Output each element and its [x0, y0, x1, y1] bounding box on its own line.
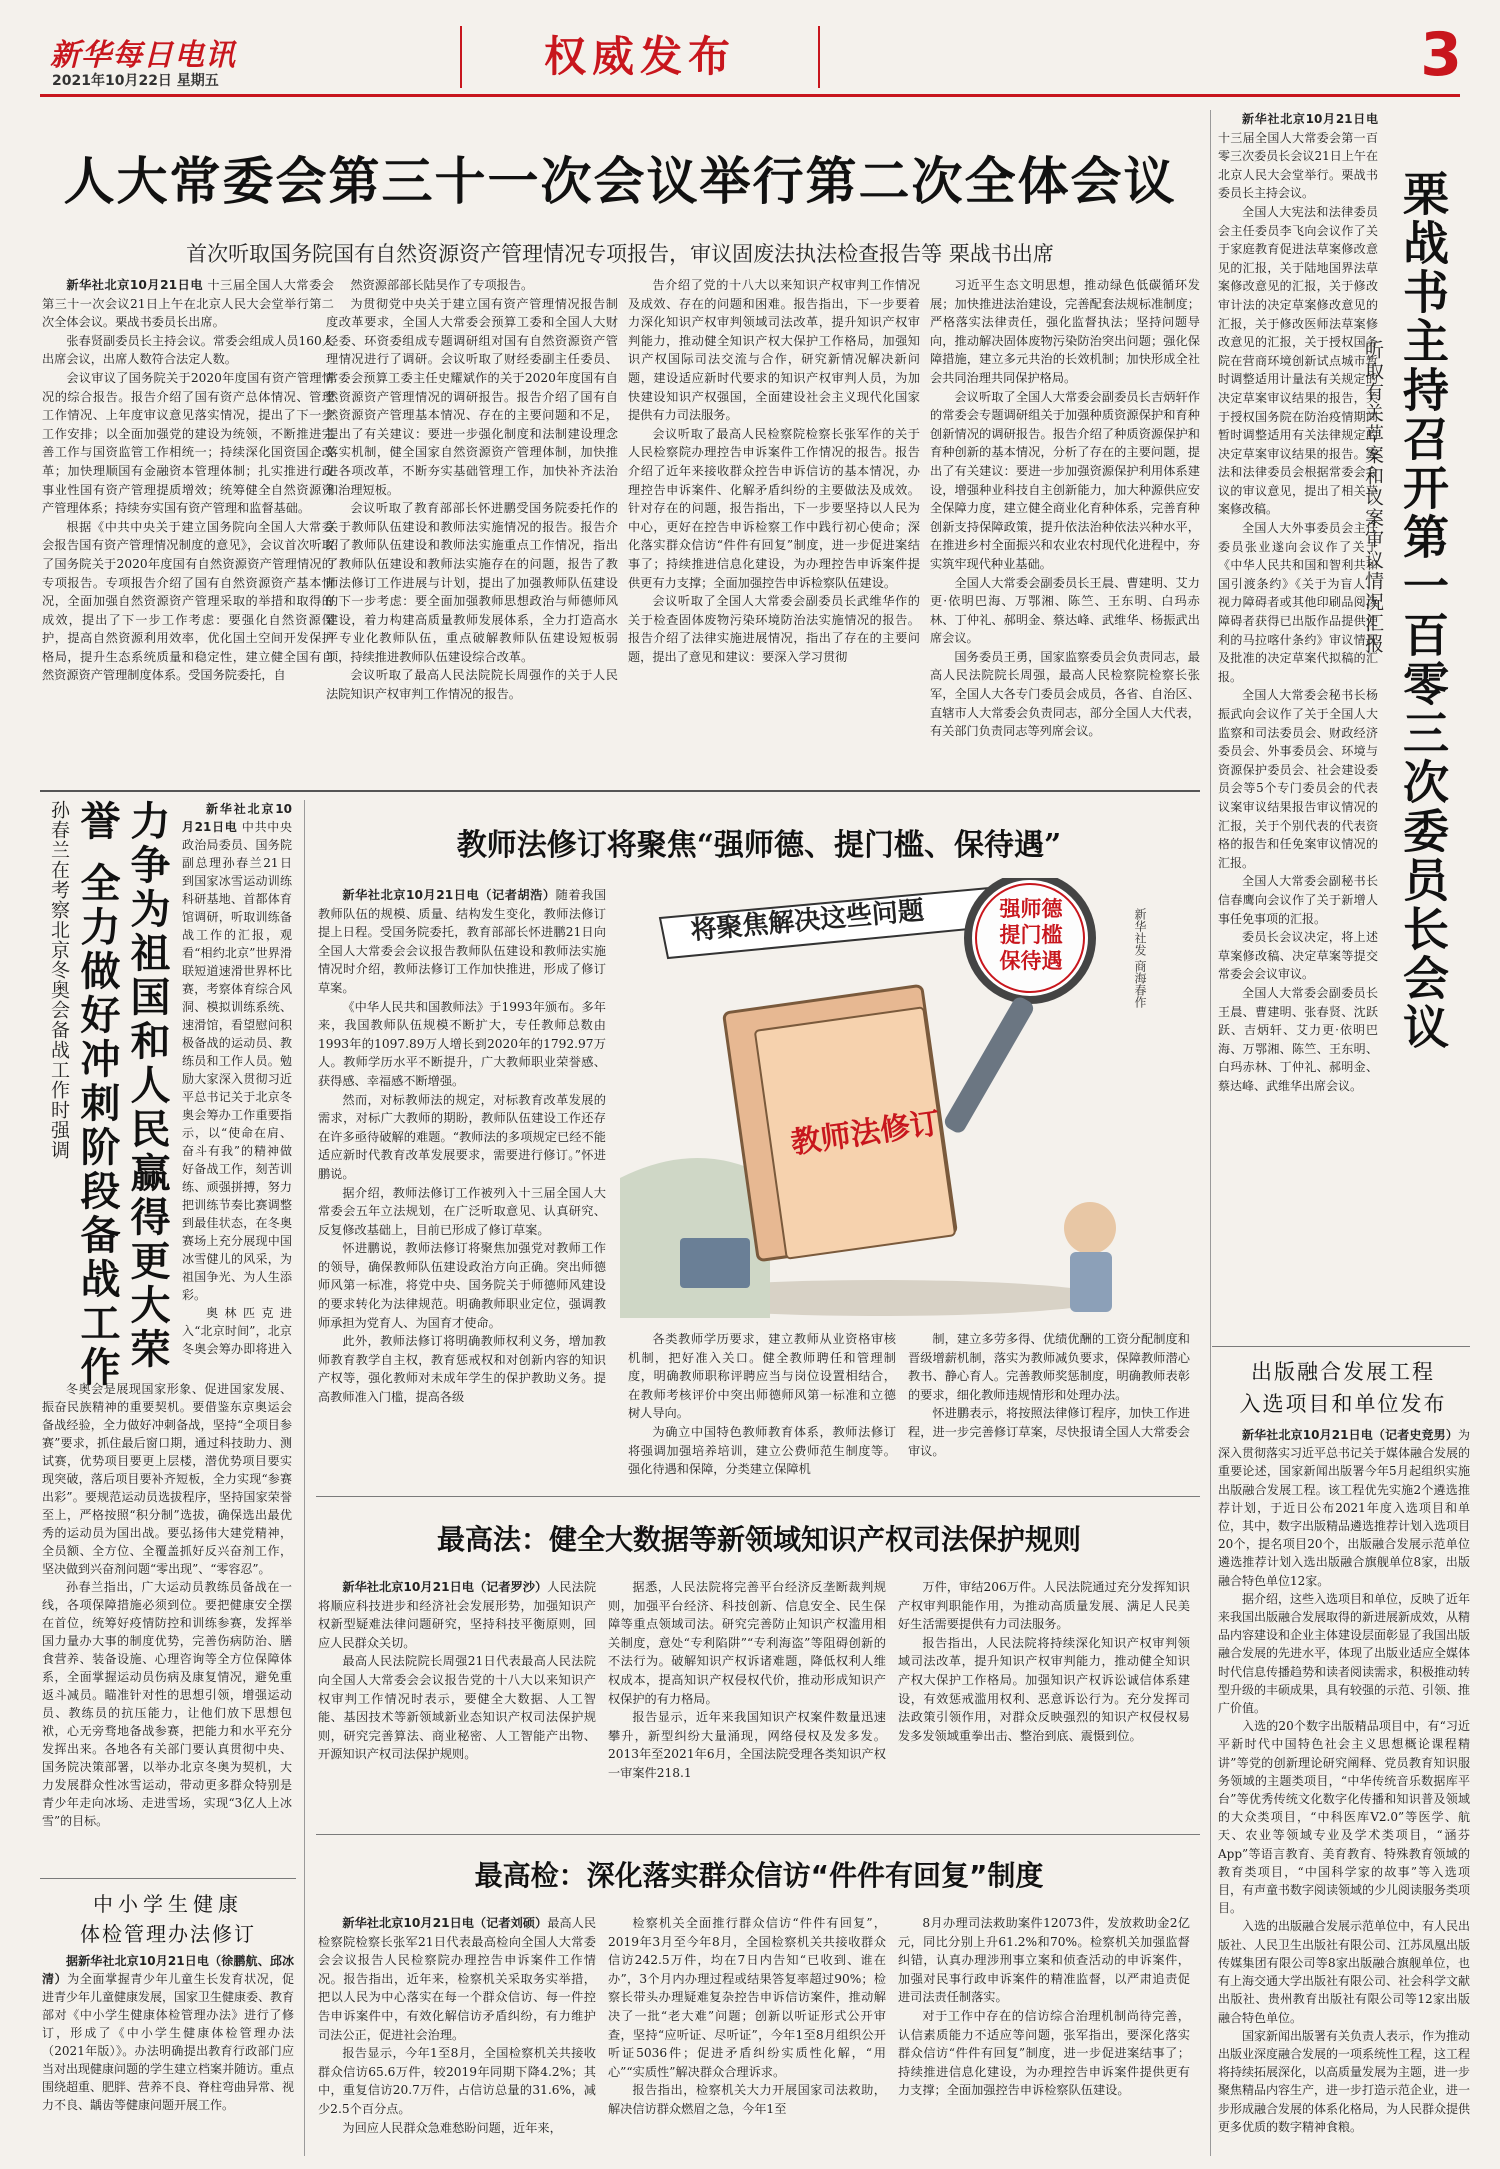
paragraph: 新华社北京10月21日电 十三届全国人大常委会第一百零三次委员长会议21日上午在北京人民大会堂举行。栗战书委员长主持会议。 — [1218, 112, 1378, 201]
lead-headline: 人大常委会第三十一次会议举行第二次全体会议 — [63, 152, 1177, 212]
teacher-headline: 教师法修订将聚焦“强师德、提门槛、保待遇” — [456, 828, 1062, 863]
paragraph: 报告指出，检察机关大力开展国家司法救助，解决信访群众燃眉之急，今年1至 — [608, 2083, 886, 2116]
dateline: 新华社北京10月21日电（记者史竞男） — [1242, 1428, 1458, 1442]
divider — [40, 790, 1200, 792]
paragraph: 新华社北京10月21日电（记者罗沙）人民法院将顺应科技进步和经济社会发展形势，加强知识产权新型疑难法律问题研究，坚持科技平衡原则，回应人民群众关切。 — [318, 1580, 596, 1650]
paragraph: 报告显示，今年1至8月，全国检察机关共接收群众信访65.6万件，较2019年同期下降4.2%；其中，重复信访20.7万件，占信访总量的31.6%，减少2.5个百分点。 — [318, 2046, 596, 2116]
paragraph: 据悉，人民法院将完善平台经济反垄断裁判规则，加强平台经济、科技创新、信息安全、民生保障等重点领域司法。研究完善防止知识产权滥用相关制度，意处“专利陷阱”“专利海盗”等阻碍创新的不法行为。破解知识产权诉诸难题，降低权利人维权成本，提高知识产权侵权代价，推动形成知识产权保护的有力格局。 — [608, 1580, 886, 1706]
lead-column-2 — [326, 276, 618, 776]
paragraph: 孙春兰指出，广大运动员教练员备战在一线，各项保障措施必须到位。要把健康安全摆在首位，统筹好疫情防控和训练参赛，发挥举国力量办大事的制度优势，完善伤病防治、膳食营养、装备设施、心理咨询等全方位保障体系，全面掌握运动员伤病及康复情况，避免重返斗减员。瞄准针对性的思想引领，增强运动员、教练员的抗压能力，让他们放下思想包袱，心无旁骛地备战参赛，把能力和水平充分发挥出来。各地各有关部门要认真贯彻中央、国务院决策部署，以举办北京冬奥为契机，大力发展群众性冰雪运动，带动更多群众特别是青少年走向冰场、走进雪场，实现“3亿人上冰雪”的目标。 — [42, 1580, 292, 1828]
paragraph: 奥林匹克进入“北京时间”，北京冬奥会筹办即将进入 — [182, 1306, 292, 1356]
health-headline-1: 中小学生健康 — [93, 1892, 243, 1916]
paragraph: 全国人大常委会副委员长王晨、曹建明、艾力更·依明巴海、万鄂湘、陈竺、王东明、白玛赤林、丁仲礼、郝明金、蔡达峰、武维华、杨振武出席会议。 — [930, 575, 1200, 646]
paragraph: 习近平生态文明思想，推动绿色低碳循环发展；加快推进法治建设，完善配套法规标准制度；严格落实法律责任，强化监督执法；坚持问题导向，推动解决固体废物污染防治突出问题；强化保障措施，建立多元共治的长效机制；加快形成全社会共同治理共同保护格局。 — [930, 278, 1200, 385]
lead-column-4 — [930, 276, 1200, 776]
paragraph: 万件，审结206万件。人民法院通过充分发挥知识产权审判职能作用，为推动高质量发展、满足人民美好生活需要提供有力司法服务。 — [898, 1580, 1190, 1632]
section-banner — [460, 26, 820, 88]
teacher-column-1 — [318, 886, 606, 1482]
illustration-magnifier-text: 强师德 提门槛 保待遇 — [999, 896, 1063, 973]
divider — [40, 1878, 296, 1879]
paragraph: 国务委员王勇，国家监察委员会负责同志，最高人民法院院长周强，最高人民检察院检察长张军，全国人大各专门委员会成员，各省、自治区、直辖市人大常委会负责同志，部分全国人大代表，有关部门负责同志等列席会议。 — [930, 649, 1200, 739]
paragraph: 全国人大常委会副秘书长信春鹰向会议作了关于新增人事任免事项的汇报。 — [1218, 874, 1378, 926]
paragraph: 为回应人民群众急难愁盼问题，近年来， — [342, 2120, 562, 2135]
teacher-illustration — [620, 878, 1160, 1318]
lead-subheadline: 首次听取国务院国有自然资源资产管理情况专项报告，审议固废法执法检查报告等 栗战书出席 — [186, 242, 1054, 266]
paragraph: 会议审议了国务院关于2020年度国有资产管理情况的综合报告。报告介绍了国有资产总体情况、管理工作情况、上年度审议意见落实情况，提出了下一步工作安排；以全面加强党的建设为统领，不断推进完善工作与国资监管工作相统一；持续深化国资国企改革；加快理顺国有金融资本管理体制；扎实推进行政事业性国有资产管理提质增效；统筹健全自然资源资产管理体系；持续夯实国有资产管理和监督基础。 — [42, 370, 334, 516]
paragraph: 冬奥会是展现国家形象、促进国家发展、振奋民族精神的重要契机。要借鉴东京奥运会备战经验，全力做好冲刺备战，坚持“全项目参赛”要求，抓住最后窗口期，通过科技助力、测试赛，优势项目要更上层楼，潜优势项目要实现突破，落后项目要补齐短板，全力实现“参赛出彩”。要规范运动员选拔程序，坚持国家荣誉至上，严格按照“积分制”选拔，确保选出最优秀的运动员为国出战。要弘扬伟大建党精神，全员额、全方位、全覆盖抓好反兴奋剂工作，坚决做到兴奋剂问题“零出现”、“零容忍”。 — [42, 1382, 292, 1576]
section-title: 权威发布 — [543, 32, 736, 81]
paragraph: 会议听取了最高人民检察院检察长张军作的关于人民检察院办理控告申诉案件工作情况的报告。报告介绍了近年来接收群众控告申诉信访的基本情况，办理控告申诉案件、化解矛盾纠纷的主要做法及成效。针对存在的问题，报告指出，下一步要坚持以人民为中心，更好在控告申诉检察工作中践行初心使命；深化落实群众信访“件件有回复”制度，进一步促进案结事了；持续推进信息化建设，为办理控告申诉案件提供更有力支撑；全面加强控告申诉检察队伍建设。 — [628, 426, 920, 590]
publishing-headline-1: 出版融合发展工程 — [1251, 1360, 1435, 1384]
paragraph: 国家新闻出版署有关负责人表示，作为推动出版业深度融合发展的一项系统性工程，这工程将持续拓展深化，以高质量发展为主题，进一步聚焦精品内容生产，进一步打造示范企业，进一步形成融合发展的体系化格局，为人民群众提供更多优质的数字精神食粮。 — [1218, 2028, 1470, 2134]
procuratorate-column-3 — [898, 1914, 1190, 2154]
paragraph: 怀进鹏表示，将按照法律修订程序，加快工作进程，进一步完善修订草案，尽快报请全国人大常委会审议。 — [908, 1406, 1190, 1458]
sun-column-b — [42, 1380, 292, 1868]
procuratorate-headline: 最高检：深化落实群众信访“件件有回复”制度 — [474, 1859, 1044, 1892]
paragraph: 会议听取了最高人民法院院长周强作的关于人民法院知识产权审判工作情况的报告。 — [326, 668, 618, 702]
illustration-banner: 将聚焦解决这些问题 — [689, 895, 926, 947]
procuratorate-column-2 — [608, 1914, 886, 2154]
paragraph: 根据《中共中央关于建立国务院向全国人大常委会报告国有资产管理情况制度的意见》，会议首次听取了国务院关于2020年度国有自然资源资产管理情况的专项报告。专项报告介绍了国有自然资源资产基本情况，全面加强自然资源资产管理采取的举措和取得的成效，提出了下一步工作考虑：要强化自然资源保护，提高自然资源利用效率，优化国土空间开发保护格局，提升生态系统质量和稳定性，建立健全国有自然资源资产管理制度体系。受国务院委托，自 — [42, 519, 334, 683]
paragraph: 检察机关全面推行群众信访“件件有回复”，2019年3月至今年8月，全国检察机关共接收群众信访242.5万件，均在7日内告知“已收到、谁在办”，3个月内办理过程或结果答复率超过90%；检察长带头办理疑难复杂控告申诉信访案件，推动解决了一批“老大难”问题；创新以听证形式公开审查，坚持“应听证、尽听证”，今年1至8月组织公开听证5036件；促进矛盾纠纷实质性化解，“用心”“实质性”解决群众合理诉求。 — [608, 1916, 886, 2079]
paragraph: 全国人大常委会秘书长杨振武向会议作了关于全国人大监察和司法委员会、财政经济委员会、外事委员会、环境与资源保护委员会、社会建设委员会等5个专门委员会的代表议案审议结果报告审议情况的汇报，关于个别代表的代表资格的报告和任免案审议情况的汇报。 — [1218, 688, 1378, 870]
paragraph: 新华社北京10月21日电（记者刘硕）最高人民检察院检察长张军21日代表最高检向全国人大常委会会议报告人民检察院办理控告申诉案件工作情况。报告指出，近年来，检察机关采取务实举措，把以人民为中心落实在每一个群众信访、每一件控告申诉案件中，有效化解信访矛盾纠纷，有力维护司法公正，促进社会治理。 — [318, 1916, 596, 2042]
illustration-book-title: 教师法修订 — [788, 1105, 943, 1162]
paragraph: 此外，教师法修订将明确教师权利义务，增加教师教育教学自主权，教育惩戒权和对创新内容的知识产权等，强化教师对未成年学生的保护教助义务。提高教师准入门槛，提高各级 — [318, 1334, 606, 1405]
teacher-column-3 — [908, 1330, 1190, 1480]
paragraph: 各类教师学历要求，建立教师从业资格审核机制，把好准入关口。健全教师聘任和管理制度，明确教师职称评聘应当与岗位设置相结合，在教师考核评价中突出师德师风第一标准和立德树人导向。 — [628, 1332, 896, 1421]
paragraph: 新华社北京10月21日电（记者史竞男）为深入贯彻落实习近平总书记关于媒体融合发展的重要论述，国家新闻出版署今年5月起组织实施出版融合发展工程。该工程优先实施2个遴选推荐计划，于近日公布2021年度入选项目和单位，其中，数字出版精品遴选推荐计划入选项目20个，提名项目20个，出版融合发展示范单位遴选推荐计划入选出版融合旗舰单位8家，出版融合特色单位12家。 — [1218, 1428, 1470, 1588]
paragraph: 然资源部部长陆昊作了专项报告。 — [350, 278, 534, 292]
paragraph: 对于工作中存在的信访综合治理机制尚待完善，认信素质能力不适应等问题，张军指出，要深化落实群众信访“件件有回复”制度，进一步促进案结事了；持续推进信息化建设，为办理控告申诉案件提供更有力支撑；全面加强控告申诉检察队伍建设。 — [898, 2008, 1190, 2098]
procuratorate-column-1 — [318, 1914, 596, 2154]
paragraph: 会议听取了全国人大常委会副委员长武维华作的关于检查固体废物污染环境防治法实施情况的报告。报告介绍了法律实施进展情况，指出了存在的主要问题，提出了意见和建议：要深入学习贯彻 — [628, 594, 920, 664]
divider — [316, 1496, 1200, 1497]
sun-vertical-subheadline: 孙春兰在考察北京冬奥会备战工作时强调 — [48, 800, 70, 1160]
paragraph: 全国人大常委会副委员长王晨、曹建明、张春贤、沈跃跃、吉炳轩、艾力更·依明巴海、万鄂湘、陈竺、王东明、白玛赤林、丁仲礼、郝明金、蔡达峰、武维华出席会议。 — [1218, 985, 1378, 1093]
court-headline: 最高法：健全大数据等新领域知识产权司法保护规则 — [436, 1523, 1081, 1556]
illustration-credit: 新华社发 商海春作 — [1133, 908, 1147, 1008]
paragraph: 会议听取了全国人大常委会副委员长吉炳轩作的常委会专题调研组关于加强种质资源保护和育种创新情况的调研报告。报告介绍了种质资源保护和育种创新的基本情况，分析了存在的主要问题，提出了有关建议：要进一步加强资源保护利用体系建设，增强种业科技自主创新能力，加大种源供应安全保障力度，建立健全商业化育种体系，完善育种创新支持保障政策，提升依法治种依法兴种水平，在推进乡村全面振兴和农业农村现代化进程中，夯实筑牢现代种业基础。 — [930, 389, 1200, 571]
health-headline-2: 体检管理办法修订 — [80, 1922, 256, 1946]
paragraph: 报告显示，近年来我国知识产权案件数量迅速攀升，新型纠纷大量涌现，网络侵权及发多发。2013年至2021年6月，全国法院受理各类知识产权一审案件218.1 — [608, 1710, 886, 1780]
paragraph: 8月办理司法救助案件12073件，发放救助金2亿元，同比分别上升61.2%和70%。检察机关加强监督纠错，认真办理涉刑事立案和侦查活动的申诉案件，加强对民事行政申诉案件的精准监督，以严肃追责促进司法责任制落实。 — [898, 1916, 1190, 2005]
sun-headline: 力争为祖国和人民赢得更大荣誉 全力做好冲刺阶段备战工作 — [74, 800, 171, 1390]
teacher-column-2 — [628, 1330, 896, 1480]
paragraph: 然而，对标教师法的规定，对标教育改革发展的需求，对标广大教师的期盼，教师队伍建设工作还存在许多亟待破解的难题。“教师法的多项规定已经不能适应新时代教育改革发展要求，需要进行修订。”怀进鹏说。 — [318, 1092, 606, 1181]
masthead — [40, 20, 1472, 98]
paragraph: 张春贤副委员长主持会议。常委会组成人员160人出席会议，出席人数符合法定人数。 — [42, 333, 334, 367]
paragraph: 报告指出，人民法院将持续深化知识产权审判领域司法改革，提升知识产权审判能力，推动健全知识产权大保护工作格局。加强知识产权诉讼诚信体系建设，有效惩戒滥用权利、恶意诉讼行为。充分发挥司法政策引领作用，对群众反映强烈的知识产权侵权易发多发领域重拳出击、整治到底、震慑到位。 — [898, 1635, 1190, 1743]
court-column-1 — [318, 1578, 596, 1818]
divider — [1210, 110, 1211, 1350]
newspaper-logo: 新华每日电讯 — [50, 38, 236, 73]
paragraph: 据新华社北京10月21日电（徐鹏航、邱冰清）为全面掌握青少年儿童生长发育状况，促进青少年儿童健康发展，国家卫生健康委、教育部对《中小学生健康体检管理办法》进行了修订，形成了《中小学生健康体检管理办法（2021年版）》。办法明确提出教育行政部门应当对出现健康问题的学生建立档案并随访。重点围绕超重、肥胖、营养不良、脊柱弯曲异常、视力不良、龋齿等健康问题开展工作。 — [42, 1954, 294, 2112]
dateline: 新华社北京10月21日电 — [66, 278, 204, 292]
paragraph: 新华社北京10月21日电 十三届全国人大常委会第三十一次会议21日上午在北京人民大会堂举行第二次全体会议。栗战书委员长出席。 — [42, 278, 334, 330]
lead-column-3 — [628, 276, 920, 776]
paragraph: 新华社北京10月21日电（记者胡浩）随着我国教师队伍的规模、质量、结构发生变化，教师法修订提上日程。受国务院委托，教育部部长怀进鹏21日向全国人大常委会会议报告教师队伍建设和教师法实施情况时介绍，教师法修订工作加快推进，形成了修订草案。 — [318, 888, 606, 995]
dateline: 新华社北京10月21日电（记者刘硕） — [342, 1916, 548, 1930]
paragraph: 最高人民法院院长周强21日代表最高人民法院向全国人大常委会会议报告党的十八大以来知识产权审判工作情况时表示，要健全大数据、人工智能、基因技术等新领域新业态知识产权司法保护规则，研究完善算法、商业秘密、人工智能产出物、开源知识产权司法保护规则。 — [318, 1654, 596, 1762]
health-text — [42, 1952, 294, 2152]
publishing-headline-2: 入选项目和单位发布 — [1239, 1392, 1447, 1416]
right-headline: 栗战书主持召开第一百零三次委员长会议 — [1396, 170, 1450, 1052]
paragraph: 为贯彻党中央关于建立国有资产管理情况报告制度改革要求，全国人大常委会预算工委和全国人大财经委、环资委组成专题调研组对国有自然资源资产管理情况进行了调研。会议听取了财经委副主任委员、常委会预算工委主任史耀斌作的关于2020年度国有自然资源资产管理情况的调研报告。报告介绍了国有自然资源资产管理基本情况、存在的主要问题和不足，提出了有关建议：要进一步强化制度和法制建设理念落实机制，健全国家自然资源资产管理体制，加快推进各项改革，不断夯实基础管理工作，加快补齐法治和治理短板。 — [326, 296, 618, 497]
divider — [316, 1834, 1200, 1835]
paragraph: 入选的20个数字出版精品项目中，有“习近平新时代中国特色社会主义思想概论课程精讲”等党的创新理论研究阐释、党员教育知识服务领域的主题类项目，“中华传统音乐数据库平台”等优秀传统文化数字化传播和知识普及领域的大众类项目，“中科医库V2.0”等医学、航天、农业等领域专业及学术类项目，“涵芬App”等语言教育、美育教育、特殊教育领域的教育类项目，“中国科学家的故事”等入选项目，有声童书数字阅读领域的少儿阅读服务类项目。 — [1218, 1719, 1470, 1916]
paragraph: 新华社北京10月21日电 中共中央政治局委员、国务院副总理孙春兰21日到国家冰雪运动训练科研基地、首都体育馆调研，听取训练备战工作的汇报，观看“相约北京”世界滑联短道速滑世界杯比赛，考察体育综合风洞、模拟训练系统、速滑馆，看望慰问积极备战的运动员、教练员和工作人员。勉励大家深入贯彻习近平总书记关于北京冬奥会筹办工作重要指示，以“使命在肩、奋斗有我”的精神做好备战工作，刻苦训练、顽强拼搏，努力把训练节奏比赛调整到最佳状态，在冬奥赛场上充分展现中国冰雪健儿的风采，为祖国争光、为人生添彩。 — [182, 802, 292, 1302]
paragraph: 怀进鹏说，教师法修订将聚焦加强党对教师工作的领导，确保教师队伍建设政治方向正确。突出师德师风第一标准，将党中央、国务院关于师德师风建设的要求转化为法律规范。明确教师职业定位，强调教师承担为党育人、为国育才使命。 — [318, 1241, 606, 1330]
paragraph: 据介绍，教师法修订工作被列入十三届全国人大常委会五年立法规划，在广泛听取意见、认真研究、反复修改基础上，目前已形成了修订草案。 — [318, 1185, 606, 1237]
paragraph: 委员长会议决定，将上述草案修改稿、决定草案等提交常委会会议审议。 — [1218, 930, 1378, 982]
paragraph: 制，建立多劳多得、优绩优酬的工资分配制度和晋级增薪机制，落实为教师减负要求，保障教师潜心教书、静心育人。完善教师奖惩制度，明确教师表彰的要求，细化教师违规情形和处理办法。 — [908, 1332, 1190, 1402]
paragraph: 全国人大宪法和法律委员会主任委员李飞向会议作了关于家庭教育促进法草案修改意见的汇报，关于陆地国界法草案修改意见的汇报，关于修改审计法的决定草案修改意见的汇报，关于修改医师法草案修改意见的汇报，关于授权国务院在营商环境创新试点城市暂时调整适用计量法有关规定的决定草案审议结果的报告，关于授权国务院在防治疫情期间暂时调整适用有关法律规定的决定草案审议结果的报告。宪法和法律委员会根据常委会会议的审议意见，提出了相关草案修改稿。 — [1218, 204, 1378, 517]
dateline: 新华社北京10月21日电（记者胡浩） — [342, 888, 556, 902]
right-subheadline: 听取有关草案和议案审议情况汇报 — [1362, 340, 1384, 655]
publishing-text — [1218, 1426, 1470, 2154]
paragraph: 《中华人民共和国教师法》于1993年颁布。多年来，我国教师队伍规模不断扩大，专任教师总数由1993年的1097.89万人增长到2020年的1792.97万人。教师学历水平不断提升，广大教师职业荣誉感、获得感、幸福感不断增强。 — [318, 999, 606, 1088]
dateline: 新华社北京10月21日电（记者罗沙） — [342, 1580, 548, 1594]
paragraph: 为确立中国特色教师教育体系，教师法修订将强调加强培养培训，建立公费师范生制度等。强化待遇和保障，分类建立保障机 — [628, 1424, 896, 1477]
divider — [1212, 1346, 1470, 1347]
paragraph: 入选的出版融合发展示范单位中，有人民出版社、人民卫生出版社有限公司、江苏凤凰出版传媒集团有限公司等8家出版融合旗舰单位，也有上海交通大学出版社有限公司、社会科学文献出版社、贵州教育出版社有限公司等12家出版融合特色单位。 — [1218, 1919, 1470, 2025]
divider — [304, 800, 305, 2156]
court-column-2 — [608, 1578, 886, 1818]
dateline: 新华社北京10月21日电 — [1242, 112, 1378, 126]
paragraph: 告介绍了党的十八大以来知识产权审判工作情况及成效、存在的问题和困难。报告指出，下一步要着力深化知识产权审判领域司法改革，提升知识产权审判能力，推动健全知识产权大保护工作格局，加强知识产权国际司法交流与合作，研究新情况解决新问题，建设适应新时代要求的知识产权审判人员，为加快建设知识产权强国，全面建设社会主义现代化国家提供有力司法服务。 — [628, 278, 920, 423]
lead-column-1 — [42, 276, 334, 776]
paragraph: 据介绍，这些入选项目和单位，反映了近年来我国出版融合发展取得的新进展新成效，从精品内容建设和企业主体建设层面彰显了我国出版融合发展的先进水平，体现了出版业适应全媒体时代信息传播趋势和读者阅读需求，积极推动转型升级的丰硕成果，具有较强的示范、引领、推广价值。 — [1218, 1591, 1470, 1716]
dateline: 据新华社北京10月21日电（徐鹏航、邱冰清） — [42, 1954, 294, 1986]
right-column-text — [1218, 110, 1378, 1342]
sun-column-a — [182, 800, 292, 1360]
dateline: 新华社北京10月21日电 — [182, 802, 292, 834]
paragraph: 全国人大外事委员会主任委员张业遂向会议作了关于《中华人民共和国和智利共和国引渡条约》《关于为盲人、视力障碍者或其他印刷品阅读障碍者获得已出版作品提供便利的马拉喀什条约》审议情况及批准的决定草案代拟稿的汇报。 — [1218, 521, 1378, 684]
paragraph: 会议听取了教育部部长怀进鹏受国务院委托作的关于教师队伍建设和教师法实施情况的报告。报告介绍了教师队伍建设和教师法实施重点工作情况，指出了教师队伍建设和教师法实施存在的问题，报告了教师法修订工作进展与计划，提出了加强教师队伍建设的下一步考虑：要全面加强教师思想政治与师德师风建设，着力构建高质量教师发展体系，全力打造高水平专业化教师队伍，重点破解教师队伍建设短板弱项，持续推进教师队伍建设综合改革。 — [326, 501, 618, 664]
page-number: 3 — [1420, 20, 1462, 90]
masthead-rule — [40, 94, 1460, 97]
issue-date: 2021年10月22日 星期五 — [52, 73, 219, 89]
divider — [1210, 1346, 1211, 2156]
court-column-3 — [898, 1578, 1190, 1818]
